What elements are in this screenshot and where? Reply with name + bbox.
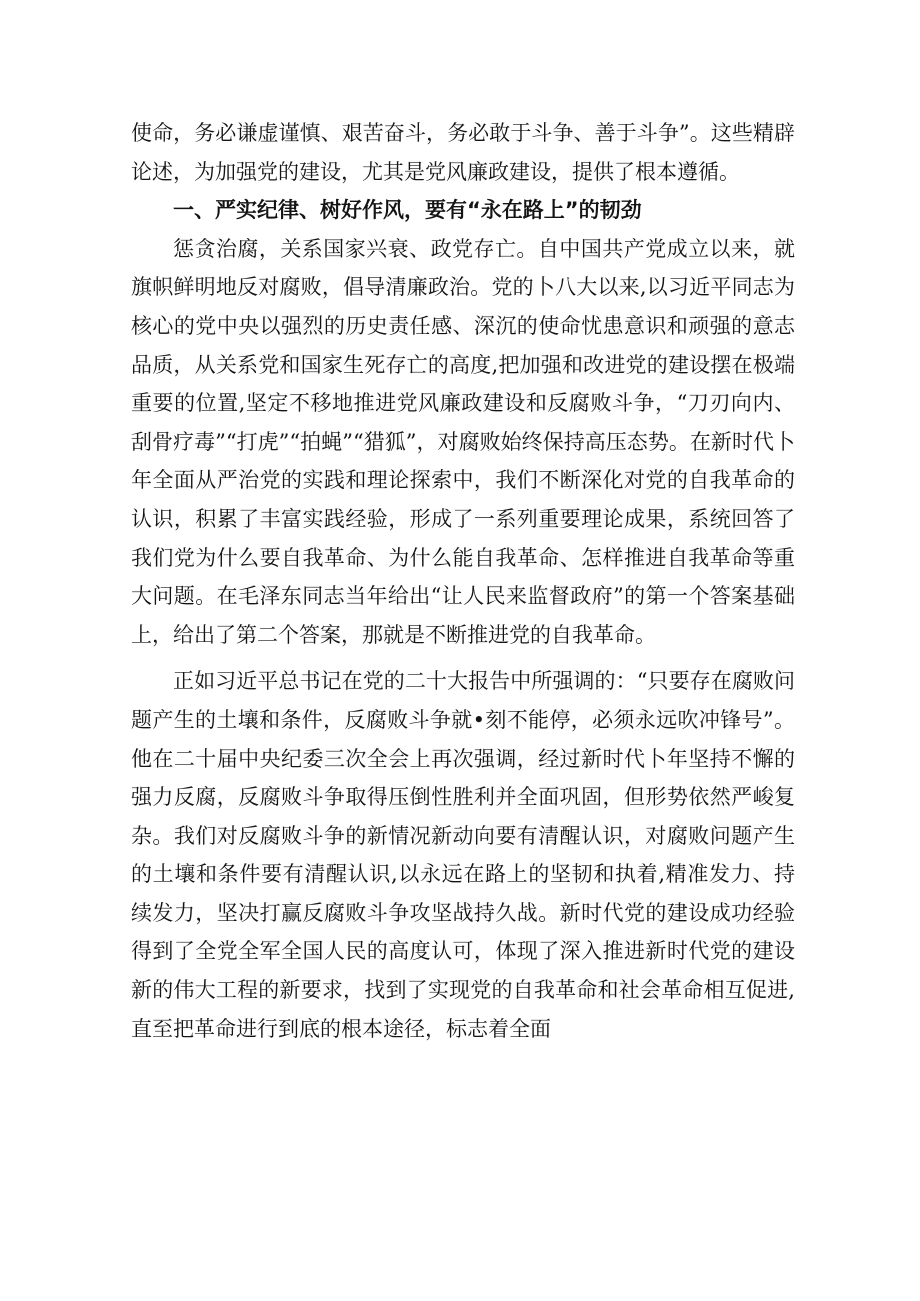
paragraph-body-1: 惩贪治腐，关系国家兴衰、政党存亡。自中国共产党成立以来，就旗帜鲜明地反对腐败，倡导清廉政治。党的卜八大以来,以习近平同志为核心的党中央以强烈的历史责任感、深沉的使命忧患意识和顽强的意志品质，从关系党和国家生死存亡的高度,把加强和改进党的建设摆在极端重要的位置,坚定不移地推进党风廉政建设和反腐败斗争，“刀刃向内、刮骨疗毒”“打虎”“拍蝇”“猎狐”，对腐败始终保持高压态势。在新时代卜年全面从严治党的实践和理论探索中，我们不断深化对党的自我革命的认识，积累了丰富实践经验，形成了一系列重要理论成果，系统回答了我们党为什么要自我革命、为什么能自我革命、怎样推进自我革命等重大问题。在毛泽东同志当年给出“让人民来监督政府”的第一个答案基础上，给出了第二个答案，那就是不断推进党的自我革命。 <box>131 236 795 647</box>
document-page <box>131 114 795 1048</box>
section-heading: 一、严实纪律、树好作风，要有“永在路上”的韧劲 <box>173 198 642 223</box>
paragraph-continuation: 使命，务必谦虚谨慎、艰苦奋斗，务必敢于斗争、善于斗争”。这些精辟论述，为加强党的建设，尤其是党风廉政建设，提供了根本遵循。 <box>131 121 795 184</box>
paragraph-body-2: 正如习近平总书记在党的二十大报告中所强调的：“只要存在腐败问题产生的土壤和条件，反腐败斗争就•刻不能停，必须永远吹冲锋号”。他在二十届中央纪委三次全会上再次强调，经过新时代卜年坚持不懈的强力反腐，反腐败斗争取得压倒性胜利并全面巩固，但形势依然严峻复杂。我们对反腐败斗争的新情况新动向要有清醒认识，对腐败问题产生的土壤和条件要有清醒认识,以永远在路上的坚韧和执着,精准发力、持续发力，坚决打赢反腐败斗争攻坚战持久战。新时代党的建设成功经验得到了全党全军全国人民的高度认可，体现了深入推进新时代党的建设新的伟大工程的新要求，找到了实现党的自我革命和社会革命相互促进,直至把革命进行到底的根本途径，标志着全面 <box>131 669 795 1041</box>
